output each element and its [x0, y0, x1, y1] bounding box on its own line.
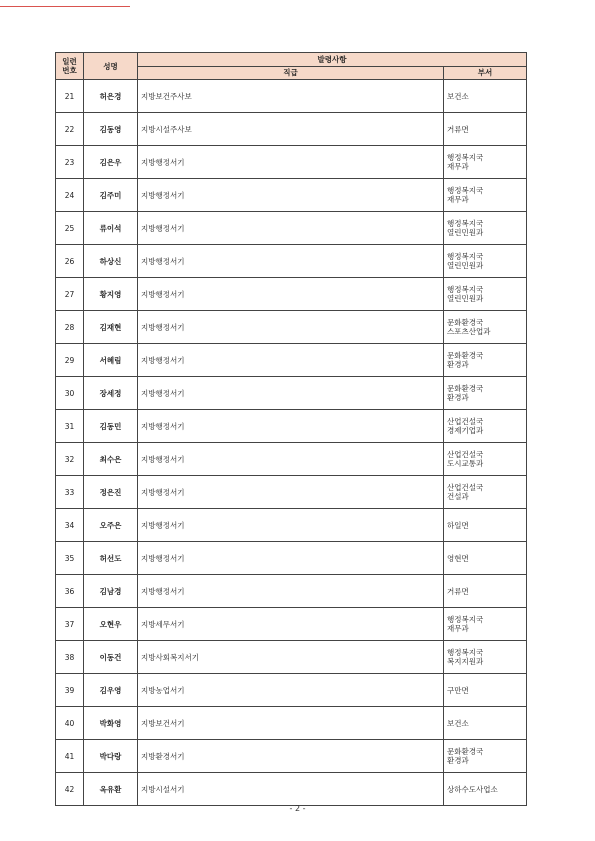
row-department: [444, 146, 527, 179]
row-department: [444, 410, 527, 443]
row-name: 황지영: [84, 278, 138, 311]
row-grade: 지방보건주사보: [138, 80, 444, 113]
row-grade: 지방행정서기: [138, 509, 444, 542]
row-serial-number: 24: [56, 179, 84, 212]
row-serial-number: 23: [56, 146, 84, 179]
row-name: 김동영: [84, 113, 138, 146]
table-row: [56, 245, 527, 278]
row-department-line1: 행정복지국: [447, 153, 484, 162]
row-grade: 지방행정서기: [138, 476, 444, 509]
row-department-line1: 행정복지국: [447, 186, 484, 195]
row-serial-number: 42: [56, 773, 84, 806]
table-row: [56, 608, 527, 641]
row-serial-number: 30: [56, 377, 84, 410]
row-grade: 지방시설주사보: [138, 113, 444, 146]
row-grade: 지방행정서기: [138, 212, 444, 245]
row-department-line1: 행정복지국: [447, 219, 484, 228]
row-name: 김주미: [84, 179, 138, 212]
row-name: 서혜림: [84, 344, 138, 377]
row-department-line2: 환경과: [447, 756, 469, 765]
row-department: [444, 278, 527, 311]
row-grade: 지방행정서기: [138, 443, 444, 476]
row-department-line1: 보건소: [447, 91, 469, 101]
row-name: 오현우: [84, 608, 138, 641]
row-department: [444, 575, 527, 608]
row-department: [444, 212, 527, 245]
row-department: [444, 311, 527, 344]
header-grade: 직급: [138, 66, 444, 80]
row-serial-number: 39: [56, 674, 84, 707]
table-row: [56, 575, 527, 608]
row-department: [444, 509, 527, 542]
row-grade: 지방행정서기: [138, 146, 444, 179]
row-grade: 지방행정서기: [138, 410, 444, 443]
row-grade: 지방세무서기: [138, 608, 444, 641]
row-department: [444, 674, 527, 707]
row-name: 박화영: [84, 707, 138, 740]
row-department-line2: 경제기업과: [447, 426, 484, 435]
row-serial-number: 29: [56, 344, 84, 377]
row-department-line1: 영현면: [447, 553, 469, 563]
header-serial-line1: 일련: [62, 57, 77, 66]
row-grade: 지방행정서기: [138, 278, 444, 311]
row-name: 류이석: [84, 212, 138, 245]
row-department-line2: 열린민원과: [447, 261, 484, 270]
row-serial-number: 35: [56, 542, 84, 575]
row-grade: 지방농업서기: [138, 674, 444, 707]
table-row: [56, 212, 527, 245]
table-row: [56, 641, 527, 674]
row-department-line1: 산업건설국: [447, 450, 484, 459]
row-serial-number: 27: [56, 278, 84, 311]
table-row: [56, 80, 527, 113]
row-department: [444, 740, 527, 773]
row-department: [444, 608, 527, 641]
row-serial-number: 21: [56, 80, 84, 113]
table-row: [56, 542, 527, 575]
row-department-line1: 행정복지국: [447, 615, 484, 624]
table-row: [56, 311, 527, 344]
row-name: 김남경: [84, 575, 138, 608]
row-name: 김동민: [84, 410, 138, 443]
row-department-line1: 보건소: [447, 718, 469, 728]
row-department-line2: 도시교통과: [447, 459, 484, 468]
row-name: 옥유환: [84, 773, 138, 806]
row-department: [444, 443, 527, 476]
table-body: [56, 80, 527, 806]
row-department: [444, 641, 527, 674]
row-department-line1: 산업건설국: [447, 483, 484, 492]
row-serial-number: 25: [56, 212, 84, 245]
row-serial-number: 37: [56, 608, 84, 641]
row-name: 최수은: [84, 443, 138, 476]
table-row: [56, 113, 527, 146]
row-department-line2: 열린민원과: [447, 294, 484, 303]
row-name: 이동건: [84, 641, 138, 674]
row-department: [444, 245, 527, 278]
row-serial-number: 41: [56, 740, 84, 773]
row-department: [444, 344, 527, 377]
row-serial-number: 28: [56, 311, 84, 344]
header-name: 성명: [84, 53, 138, 80]
table-row: [56, 740, 527, 773]
row-serial-number: 34: [56, 509, 84, 542]
table-row: [56, 476, 527, 509]
row-department-line1: 문화환경국: [447, 351, 484, 360]
row-department: [444, 707, 527, 740]
table-row: [56, 773, 527, 806]
row-grade: 지방행정서기: [138, 575, 444, 608]
row-grade: 지방행정서기: [138, 377, 444, 410]
row-department-line1: 상하수도사업소: [447, 784, 498, 794]
row-department: [444, 773, 527, 806]
header-appointment: 발령사항: [138, 53, 527, 67]
row-department-line1: 행정복지국: [447, 285, 484, 294]
row-name: 박다랑: [84, 740, 138, 773]
row-grade: 지방행정서기: [138, 311, 444, 344]
row-grade: 지방보건서기: [138, 707, 444, 740]
row-serial-number: 33: [56, 476, 84, 509]
row-department-line2: 환경과: [447, 360, 469, 369]
row-department-line2: 건설과: [447, 492, 469, 501]
row-name: 허선도: [84, 542, 138, 575]
row-department-line1: 행정복지국: [447, 252, 484, 261]
row-department-line1: 산업건설국: [447, 417, 484, 426]
row-department-line2: 재무과: [447, 195, 469, 204]
page-number: - 2 -: [289, 804, 306, 813]
row-department-line1: 구만면: [447, 685, 469, 695]
row-grade: 지방행정서기: [138, 542, 444, 575]
row-department-line1: 문화환경국: [447, 384, 484, 393]
table-row: [56, 443, 527, 476]
row-department-line2: 재무과: [447, 162, 469, 171]
row-name: 장세정: [84, 377, 138, 410]
table-row: [56, 674, 527, 707]
row-department-line2: 스포츠산업과: [447, 327, 491, 336]
table-row: [56, 278, 527, 311]
row-department-line1: 문화환경국: [447, 318, 484, 327]
table-row: [56, 179, 527, 212]
row-serial-number: 36: [56, 575, 84, 608]
row-department-line1: 행정복지국: [447, 648, 484, 657]
row-serial-number: 26: [56, 245, 84, 278]
row-serial-number: 40: [56, 707, 84, 740]
row-department-line1: 문화환경국: [447, 747, 484, 756]
row-name: 김은우: [84, 146, 138, 179]
row-department-line1: 하일면: [447, 520, 469, 530]
row-name: 정은진: [84, 476, 138, 509]
row-grade: 지방사회복지서기: [138, 641, 444, 674]
row-serial-number: 22: [56, 113, 84, 146]
row-serial-number: 32: [56, 443, 84, 476]
row-name: 오주은: [84, 509, 138, 542]
table-row: [56, 707, 527, 740]
row-department: [444, 542, 527, 575]
table-row: [56, 509, 527, 542]
row-grade: 지방시설서기: [138, 773, 444, 806]
row-serial-number: 31: [56, 410, 84, 443]
row-department: [444, 476, 527, 509]
header-serial-number: [56, 53, 84, 80]
row-department-line2: 열린민원과: [447, 228, 484, 237]
personnel-table: [55, 52, 527, 806]
table-row: [56, 146, 527, 179]
row-grade: 지방행정서기: [138, 245, 444, 278]
table-row: [56, 377, 527, 410]
row-name: 김우영: [84, 674, 138, 707]
row-department-line1: 거류면: [447, 124, 469, 134]
row-department: [444, 80, 527, 113]
row-department-line2: 재무과: [447, 624, 469, 633]
top-rule: [0, 6, 130, 7]
row-grade: 지방환경서기: [138, 740, 444, 773]
row-department: [444, 113, 527, 146]
row-department-line2: 복지지원과: [447, 657, 484, 666]
table-row: [56, 410, 527, 443]
row-name: 하상신: [84, 245, 138, 278]
header-serial-line2: 번호: [62, 66, 77, 75]
row-name: 허은경: [84, 80, 138, 113]
header-department: 부서: [444, 66, 527, 80]
row-department: [444, 179, 527, 212]
row-name: 김재현: [84, 311, 138, 344]
row-department: [444, 377, 527, 410]
row-department-line2: 환경과: [447, 393, 469, 402]
row-department-line1: 거류면: [447, 586, 469, 596]
row-serial-number: 38: [56, 641, 84, 674]
table-row: [56, 344, 527, 377]
row-grade: 지방행정서기: [138, 344, 444, 377]
row-grade: 지방행정서기: [138, 179, 444, 212]
